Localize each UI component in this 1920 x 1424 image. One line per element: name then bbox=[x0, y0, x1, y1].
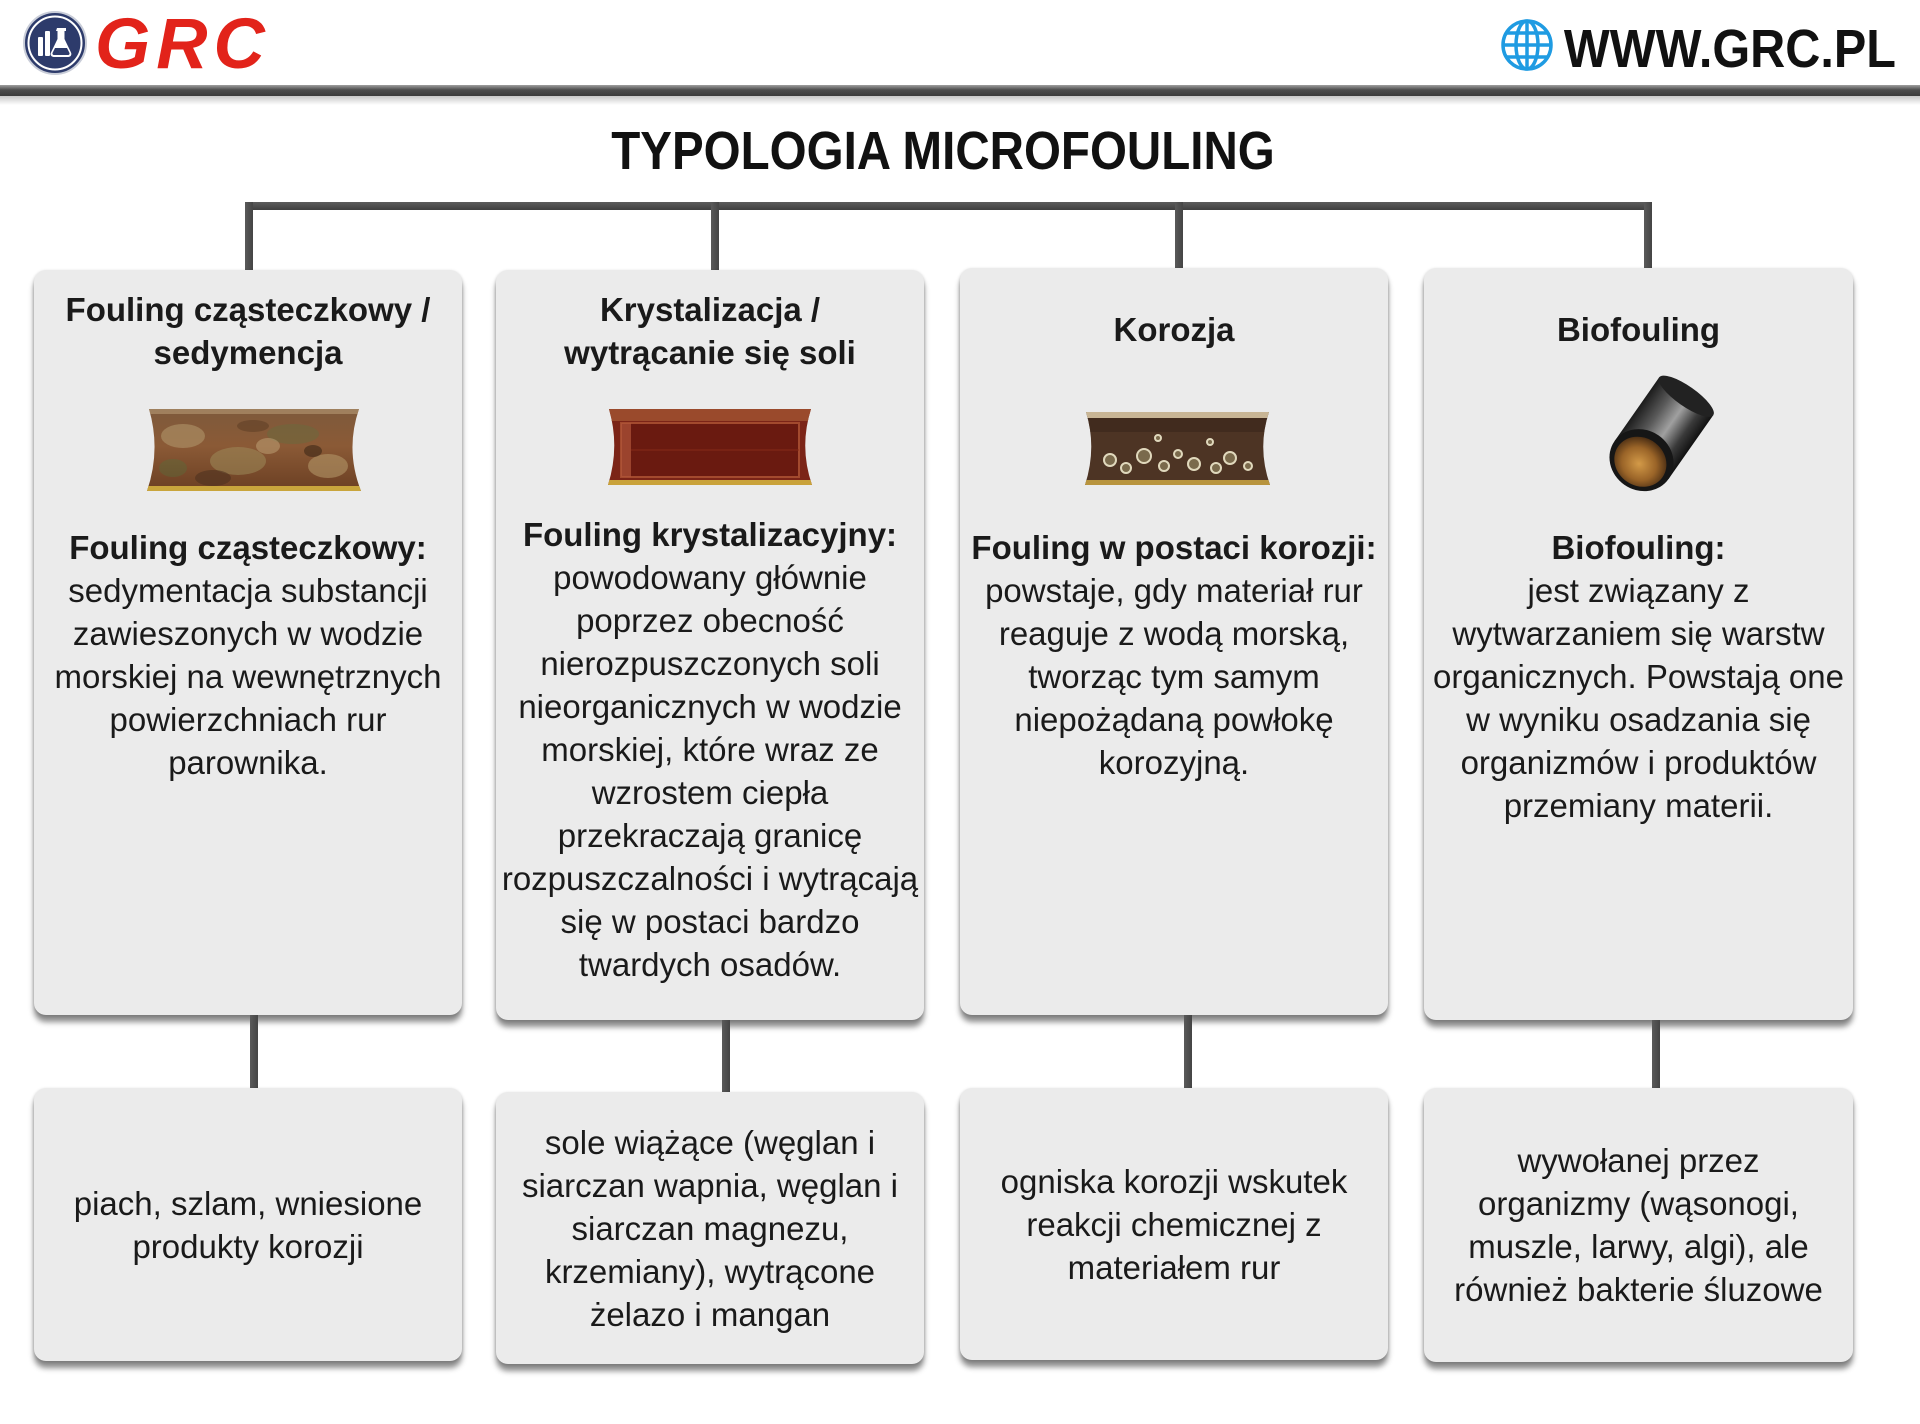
category-card-particulate bbox=[34, 270, 462, 1015]
scaled-pipe-graphic bbox=[605, 406, 815, 488]
example-line: siarczan wapnia, węglan i bbox=[521, 1166, 899, 1204]
example-line: produkty korozji bbox=[132, 1227, 364, 1265]
connector-examples-4 bbox=[1652, 1020, 1660, 1088]
sediment-pipe-graphic bbox=[143, 406, 365, 494]
description-line: organicznych. Powstają one bbox=[1433, 658, 1844, 695]
example-line: również bakterie śluzowe bbox=[1454, 1271, 1823, 1308]
examples-card-corrosion bbox=[960, 1088, 1388, 1360]
biofouled-pipe-image bbox=[1600, 375, 1714, 501]
scaled-pipe-image bbox=[605, 406, 815, 488]
connector-drop-2 bbox=[711, 202, 719, 270]
heading-line: Fouling cząsteczkowy / bbox=[65, 291, 431, 328]
description-line: się w postaci bardzo bbox=[560, 903, 860, 940]
example-line: reakcji chemicznej z bbox=[1026, 1205, 1322, 1243]
example-line: sole wiążące (węglan i bbox=[544, 1123, 876, 1161]
category-card-crystallization bbox=[496, 270, 924, 1020]
heading-line: sedymencja bbox=[153, 334, 343, 371]
description-line: twardych osadów. bbox=[578, 946, 842, 983]
website-url: WWW.GRC.PL bbox=[1563, 19, 1896, 79]
example-line: piach, szlam, wniesione bbox=[73, 1184, 423, 1222]
examples-card-particulate bbox=[34, 1088, 462, 1361]
description-line: rozpuszczalności i wytrącają bbox=[501, 860, 919, 897]
example-line: wywołanej przez bbox=[1517, 1142, 1760, 1179]
sediment-pipe-image bbox=[143, 406, 365, 494]
page-title: TYPOLOGIA MICROFOULING bbox=[611, 121, 1275, 181]
corroded-pipe-graphic bbox=[1082, 408, 1273, 488]
example-line: siarczan magnezu, bbox=[571, 1209, 849, 1247]
description-line: przemiany materii. bbox=[1503, 787, 1774, 824]
globe-icon bbox=[1500, 18, 1554, 72]
heading-line: Korozja bbox=[1113, 310, 1235, 348]
heading-line: Krystalizacja / bbox=[599, 291, 821, 328]
examples-card-biofouling bbox=[1424, 1088, 1853, 1362]
category-description bbox=[960, 526, 1388, 784]
example-line: żelazo i mangan bbox=[589, 1295, 831, 1333]
category-description bbox=[1424, 526, 1853, 827]
description-line: powierzchniach rur bbox=[109, 701, 387, 738]
description-line: morskiej, które wraz ze bbox=[541, 731, 879, 768]
example-line: krzemiany), wytrącone bbox=[544, 1252, 876, 1290]
category-card-biofouling bbox=[1424, 268, 1853, 1020]
header-divider bbox=[0, 85, 1920, 96]
description-line: parownika. bbox=[168, 744, 328, 781]
description-line: jest związany z bbox=[1527, 572, 1750, 609]
example-line: muszle, larwy, algi), ale bbox=[1468, 1228, 1809, 1265]
description-line: korozyjną. bbox=[1098, 744, 1250, 781]
description-line: nieorganicznych w wodzie bbox=[518, 688, 902, 725]
connector-examples-1 bbox=[250, 1015, 258, 1088]
grc-logo-icon-graphic bbox=[22, 10, 88, 76]
description-line: powstaje, gdy materiał rur bbox=[985, 572, 1363, 609]
corroded-pipe-image bbox=[1082, 408, 1273, 488]
biofouled-pipe-graphic bbox=[1600, 375, 1714, 501]
description-line: morskiej na wewnętrznych bbox=[54, 658, 442, 695]
description-line: w wyniku osadzania się bbox=[1466, 701, 1811, 738]
examples-card-crystallization bbox=[496, 1092, 924, 1364]
heading-line: Biofouling bbox=[1556, 310, 1721, 348]
description-line: tworząc tym samym bbox=[1028, 658, 1320, 695]
connector-drop-4 bbox=[1644, 202, 1652, 268]
grc-logo-icon bbox=[22, 10, 88, 76]
example-line: materiałem rur bbox=[1067, 1248, 1281, 1286]
description-line: reaguje z wodą morską, bbox=[998, 615, 1350, 652]
description-line: organizmów i produktów bbox=[1460, 744, 1817, 781]
description-label: Fouling w postaci korozji: bbox=[971, 529, 1377, 566]
category-description bbox=[496, 513, 924, 986]
category-heading bbox=[496, 288, 924, 374]
category-description bbox=[34, 526, 462, 784]
header-divider-shadow bbox=[0, 96, 1920, 105]
description-label: Biofouling: bbox=[1551, 529, 1726, 566]
example-line: ogniska korozji wskutek bbox=[1000, 1162, 1348, 1200]
category-heading bbox=[34, 288, 462, 374]
logo-wordmark: GRC bbox=[95, 5, 271, 84]
description-line: powodowany głównie bbox=[553, 559, 867, 596]
description-line: sedymentacja substancji bbox=[68, 572, 428, 609]
category-heading bbox=[960, 286, 1388, 372]
category-card-corrosion bbox=[960, 268, 1388, 1015]
connector-examples-3 bbox=[1184, 1015, 1192, 1088]
example-line: organizmy (wąsonogi, bbox=[1478, 1185, 1799, 1222]
description-line: niepożądaną powłokę bbox=[1014, 701, 1334, 738]
description-line: zawieszonych w wodzie bbox=[72, 615, 424, 652]
description-line: nierozpuszczonych soli bbox=[540, 645, 880, 682]
category-heading bbox=[1424, 286, 1853, 372]
description-label: Fouling krystalizacyjny: bbox=[522, 516, 898, 553]
description-line: wytwarzaniem się warstw bbox=[1452, 615, 1825, 652]
description-line: wzrostem ciepła bbox=[591, 774, 829, 811]
globe-icon-graphic bbox=[1500, 18, 1554, 72]
description-line: przekraczają granicę bbox=[557, 817, 863, 854]
connector-examples-2 bbox=[722, 1020, 730, 1092]
connector-drop-3 bbox=[1175, 202, 1183, 268]
connector-drop-1 bbox=[245, 202, 253, 270]
heading-line: wytrącanie się soli bbox=[564, 334, 856, 371]
connector-horizontal bbox=[245, 202, 1652, 210]
description-line: poprzez obecność bbox=[576, 602, 844, 639]
description-label: Fouling cząsteczkowy: bbox=[69, 529, 427, 566]
